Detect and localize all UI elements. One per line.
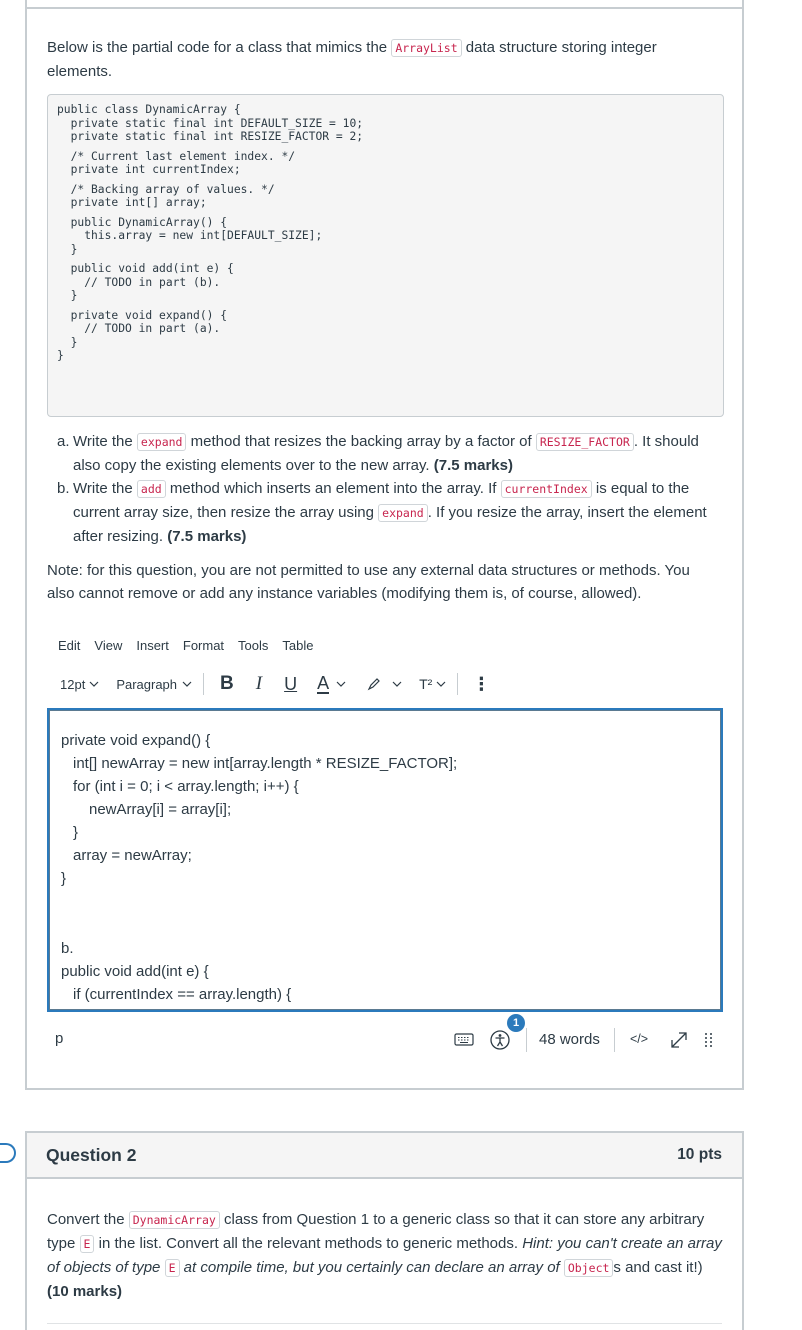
editor-line: b.	[61, 940, 74, 957]
q2-text: Convert the	[47, 1211, 129, 1228]
status-divider	[614, 1028, 615, 1052]
block-format-select[interactable]	[116, 677, 193, 692]
resize-factor-code: RESIZE_FACTOR	[536, 433, 634, 451]
editor-line: private void expand() {	[61, 732, 211, 749]
question-1-intro	[47, 36, 717, 83]
code-line: private int currentIndex;	[57, 163, 241, 176]
resize-handle-icon[interactable]	[704, 1032, 714, 1050]
dynamicarray-code: DynamicArray	[129, 1211, 220, 1229]
editor-toolbar	[60, 672, 490, 696]
q2-marks: (10 marks)	[47, 1283, 123, 1300]
part-b-text: . If you resize the array, insert the element after resizing.	[73, 504, 707, 545]
answer-area-divider	[47, 1323, 722, 1324]
chevron-down-icon	[335, 678, 347, 690]
superscript-button[interactable]	[419, 676, 447, 692]
part-a-item	[57, 430, 722, 477]
notification-badge: 1	[507, 1014, 525, 1032]
code-line: public void add(int e) {	[57, 262, 234, 275]
code-line: private int[] array;	[57, 196, 207, 209]
more-options-button[interactable]: ⋮	[472, 673, 491, 694]
editor-line: for (int i = 0; i < array.length; i++) {	[73, 778, 299, 795]
answer-editor[interactable]	[47, 708, 723, 1012]
type-e-code: E	[165, 1259, 180, 1277]
block-format-value: Paragraph	[116, 676, 178, 692]
code-line: // TODO in part (b).	[57, 275, 221, 289]
toolbar-divider	[203, 673, 204, 695]
question-2-header	[27, 1133, 742, 1179]
editor-line: array = newArray;	[73, 847, 192, 864]
toolbar-divider	[457, 673, 458, 695]
code-line: private void expand() {	[57, 308, 228, 322]
part-b-text: Write the	[73, 480, 137, 497]
question-points: 10 pts	[677, 1146, 722, 1163]
expand-code: expand	[378, 504, 428, 522]
code-line: public DynamicArray() {	[57, 215, 228, 229]
code-line: }	[57, 335, 78, 349]
question-title: Question 2	[46, 1145, 137, 1165]
flag-question-icon[interactable]	[0, 1143, 16, 1163]
menu-format[interactable]: Format	[182, 638, 225, 653]
html-editor-toggle[interactable]: </>	[630, 1032, 649, 1046]
add-code: add	[137, 480, 166, 498]
editor-line: public void add(int e) {	[61, 963, 209, 980]
code-line: }	[57, 242, 78, 256]
chevron-down-icon	[435, 678, 447, 690]
question-1-header	[27, 0, 742, 9]
chevron-down-icon	[88, 678, 100, 690]
code-line: }	[57, 349, 64, 362]
menu-table[interactable]: Table	[282, 638, 314, 653]
current-index-code: currentIndex	[501, 480, 592, 498]
fullscreen-icon[interactable]	[669, 1030, 689, 1050]
editor-line: int[] newArray = new int[array.length * RESIZE_FACTOR];	[73, 755, 458, 772]
font-size-select[interactable]	[60, 677, 100, 692]
q2-text: s and cast it!)	[613, 1259, 703, 1276]
q2-hint: Hint: you can't create an array of objects of type	[47, 1235, 722, 1276]
menu-edit[interactable]: Edit	[58, 638, 81, 653]
intro-text-end: data structure storing integer elements.	[47, 39, 657, 80]
menu-view[interactable]: View	[94, 638, 123, 653]
code-line: this.array = new int[DEFAULT_SIZE];	[57, 229, 323, 242]
intro-text: Below is the partial code for a class that mimics the	[47, 39, 392, 56]
accessibility-icon[interactable]	[489, 1029, 511, 1051]
menu-insert[interactable]: Insert	[136, 638, 169, 653]
editor-line: }	[73, 824, 79, 841]
pen-icon	[367, 677, 381, 691]
code-line: /* Current last element index. */	[57, 149, 296, 163]
parts-list	[57, 430, 722, 548]
type-e-code: E	[80, 1235, 95, 1253]
question-2-card	[25, 1131, 744, 1330]
code-line: private static final int RESIZE_FACTOR = 2;	[57, 130, 364, 143]
chevron-down-icon	[391, 678, 403, 690]
editor-line: newArray[i] = array[i];	[89, 801, 232, 818]
keyboard-icon[interactable]	[454, 1032, 474, 1048]
part-b-item	[57, 477, 722, 548]
list-marker: a.	[57, 433, 70, 450]
q2-text: class from Question 1 to a generic class so that it can store any arbitrary type	[47, 1211, 705, 1252]
editor-statusbar	[47, 1017, 723, 1054]
part-a-text: Write the	[73, 433, 137, 450]
part-b-marks: (7.5 marks)	[167, 528, 247, 545]
code-line: }	[57, 289, 78, 302]
object-code: Object	[564, 1259, 614, 1277]
arraylist-code: ArrayList	[391, 39, 461, 57]
part-a-marks: (7.5 marks)	[433, 457, 513, 474]
code-block	[47, 94, 724, 417]
element-path[interactable]: p	[55, 1030, 64, 1047]
bold-button[interactable]: B	[220, 673, 234, 694]
menu-tools[interactable]: Tools	[238, 638, 269, 653]
question-1-note: Note: for this question, you are not permitted to use any external data structures or methods. You also cannot remove or add any instance variables (modifying them is, of course, allowed).	[47, 562, 690, 602]
question-2-text	[47, 1208, 722, 1303]
list-marker: b.	[57, 480, 70, 497]
code-line: private static final int DEFAULT_SIZE = 10;	[57, 116, 364, 130]
word-count[interactable]: 48 words	[539, 1031, 600, 1048]
expand-code: expand	[137, 433, 187, 451]
text-color-button[interactable]	[317, 674, 347, 694]
font-size-value: 12pt	[60, 676, 86, 692]
part-b-text: method which inserts an element into the array. If	[165, 480, 501, 497]
code-line: public class DynamicArray {	[57, 103, 241, 116]
q2-text: in the list. Convert all the relevant methods to generic methods.	[94, 1235, 523, 1252]
editor-line: }	[61, 870, 67, 887]
highlight-color-button[interactable]	[367, 677, 403, 691]
q2-hint: at compile time, but you certainly can declare an array of	[179, 1259, 564, 1276]
underline-button[interactable]: U	[284, 673, 298, 694]
question-1-card	[25, 0, 744, 1090]
part-b-text: is equal to the current array size, then resize the array using	[73, 480, 690, 521]
superscript-icon: T²	[419, 676, 433, 692]
chevron-down-icon	[181, 678, 193, 690]
code-line: // TODO in part (a).	[57, 322, 221, 335]
code-line: /* Backing array of values. */	[57, 182, 275, 196]
status-divider	[526, 1028, 527, 1052]
text-color-icon: A	[317, 673, 330, 693]
editor-menubar	[58, 638, 313, 653]
part-a-text: . It should also copy the existing elements over to the new array.	[73, 433, 699, 474]
editor-line: if (currentIndex == array.length) {	[73, 986, 292, 1003]
italic-button[interactable]: I	[255, 673, 263, 694]
part-a-text: method that resizes the backing array by a factor of	[186, 433, 536, 450]
